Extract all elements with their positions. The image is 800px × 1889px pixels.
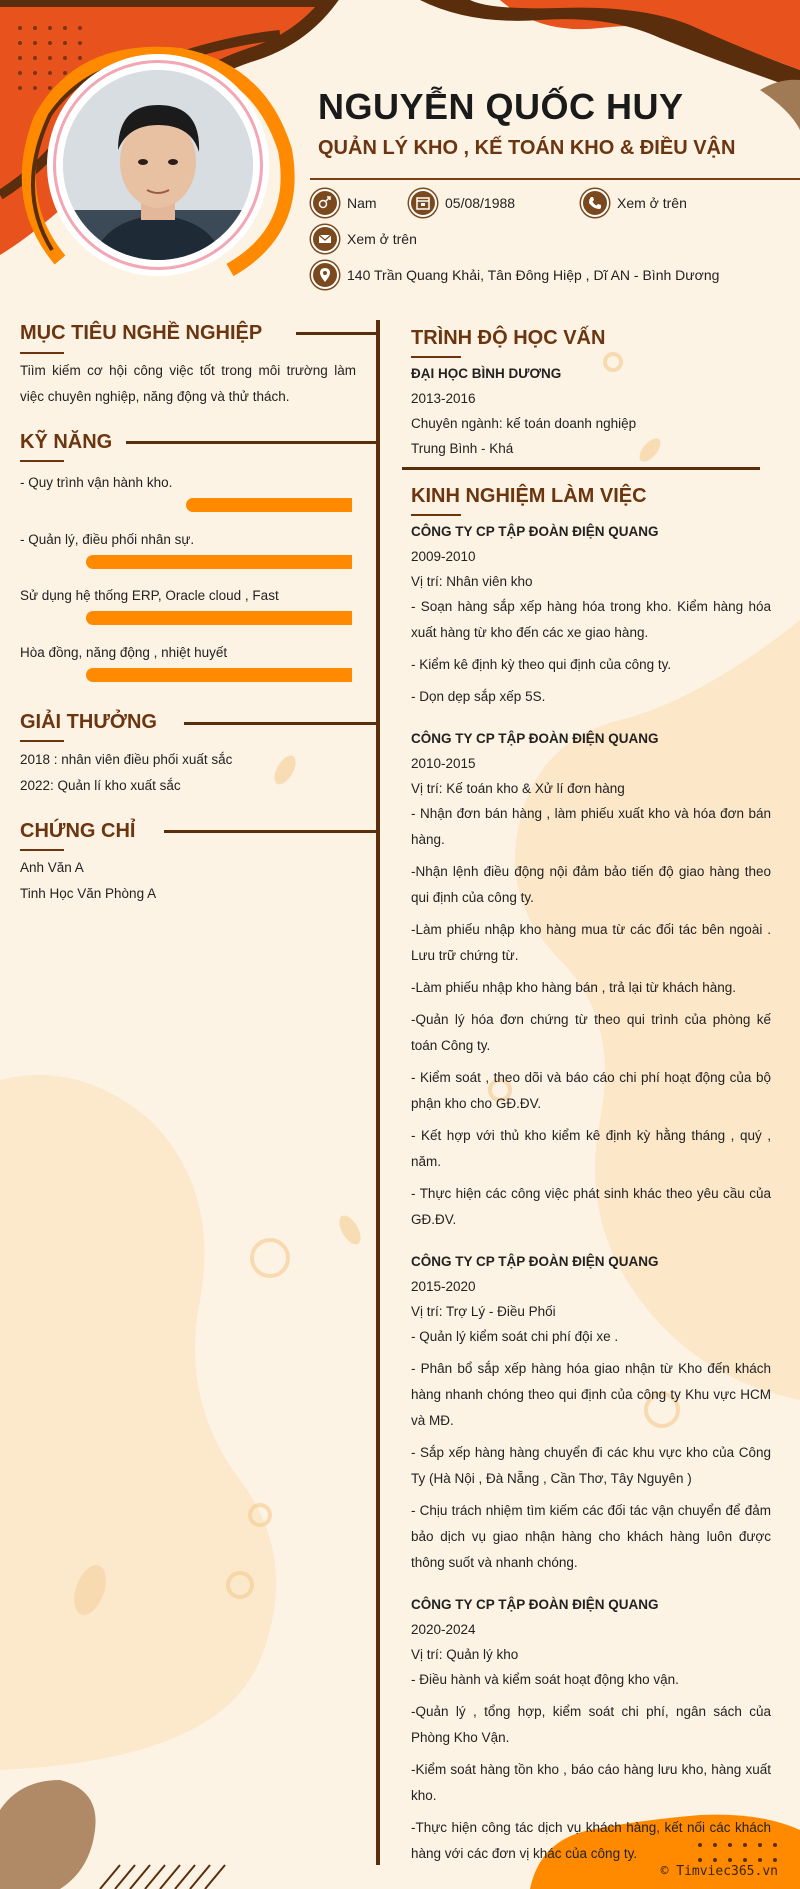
job-duty: -Làm phiếu nhập kho hàng mua từ các đối tác bên ngoài . Lưu trữ chứng từ.: [411, 922, 771, 963]
phone-value: Xem ở trên: [617, 195, 687, 211]
location-icon: [311, 261, 339, 289]
skill-level-bar: [186, 498, 352, 512]
contact-address: [311, 261, 719, 289]
job-duty: -Thực hiện công tác dịch vụ khách hàng, kết nối các khách hàng với các đơn vị khác của công ty.: [411, 1820, 771, 1861]
job-duty: - Kết hợp với thủ kho kiểm kê định kỳ hằng tháng , quý , năm.: [411, 1128, 771, 1169]
job-entry: [411, 1592, 771, 1867]
watermark: © Timviec365.vn: [660, 1864, 778, 1879]
certificate-item: Tinh Học Văn Phòng A: [20, 886, 157, 901]
job-position: Vị trí: Quản lý kho: [411, 1647, 519, 1662]
contact-phone: [581, 189, 687, 217]
award-item: 2018 : nhân viên điều phối xuất sắc: [20, 752, 233, 767]
job-duty: -Kiểm soát hàng tồn kho , báo cáo hàng lưu kho, hàng xuất kho.: [411, 1762, 771, 1803]
skill-level-bar: [86, 668, 352, 682]
school-name: ĐẠI HỌC BÌNH DƯƠNG: [411, 366, 562, 381]
objective-title: MỤC TIÊU NGHỀ NGHIỆP: [20, 322, 263, 344]
job-period: 2020-2024: [411, 1622, 476, 1637]
job-duty: -Nhận lệnh điều động nội đảm bảo tiến độ giao hàng theo qui định của công ty.: [411, 864, 771, 905]
skill-level-bar: [86, 555, 352, 569]
skill-level-bar: [86, 611, 352, 625]
job-position: Vị trí: Kế toán kho & Xử lí đơn hàng: [411, 781, 625, 796]
gender-icon: [311, 189, 339, 217]
awards-title: GIẢI THƯỞNG: [20, 711, 157, 733]
profile-photo: [53, 60, 263, 270]
education-period: 2013-2016: [411, 391, 476, 406]
job-duty: - Kiểm kê định kỳ theo qui định của công ty.: [411, 657, 672, 672]
certificates-title: CHỨNG CHỈ: [20, 820, 136, 842]
email-icon: [311, 225, 339, 253]
birthday-value: 05/08/1988: [445, 195, 516, 211]
job-position: Vị trí: Nhân viên kho: [411, 574, 533, 589]
phone-icon: [581, 189, 609, 217]
contact-birthday: [409, 189, 515, 217]
skill-label: - Quy trình vận hành kho.: [20, 475, 173, 490]
calendar-icon: [409, 189, 437, 217]
job-position: Vị trí: Trợ Lý - Điều Phối: [411, 1304, 556, 1319]
job-period: 2015-2020: [411, 1279, 476, 1294]
education-grade: Trung Bình - Khá: [411, 441, 514, 456]
title-divider: [310, 178, 800, 180]
job-company: CÔNG TY CP TẬP ĐOÀN ĐIỆN QUANG: [411, 524, 659, 539]
job-entry: [411, 726, 771, 1233]
avatar: [63, 70, 253, 260]
job-entry: [411, 1249, 771, 1576]
job-duty: - Sắp xếp hàng hàng chuyển đi các khu vực kho của Công Ty (Hà Nội , Đà Nẵng , Cần Thơ, Tây Nguyên ): [411, 1445, 771, 1486]
skill-label: - Quản lý, điều phối nhân sự.: [20, 532, 195, 547]
job-duty: - Điều hành và kiểm soát hoạt động kho vận.: [411, 1672, 679, 1687]
job-company: CÔNG TY CP TẬP ĐOÀN ĐIỆN QUANG: [411, 1254, 659, 1269]
contact-gender: [311, 189, 377, 217]
job-duty: - Chịu trách nhiệm tìm kiếm các đối tác vận chuyển để đảm bảo dịch vụ giao nhận hàng cho khách hàng luôn được thông suốt và nhanh chóng.: [411, 1503, 771, 1570]
skills-title: KỸ NĂNG: [20, 431, 113, 453]
job-company: CÔNG TY CP TẬP ĐOÀN ĐIỆN QUANG: [411, 731, 659, 746]
award-item: 2022: Quản lí kho xuất sắc: [20, 778, 181, 793]
job-duty: - Soạn hàng sắp xếp hàng hóa trong kho. Kiểm hàng hóa xuất hàng từ kho đến các xe giao hàng.: [411, 599, 771, 640]
job-duty: -Quản lý hóa đơn chứng từ theo qui trình của phòng kế toán Công ty.: [411, 1012, 771, 1053]
address-value: 140 Trần Quang Khải, Tân Đông Hiệp , Dĩ AN - Bình Dương: [347, 267, 720, 283]
skill-label: Hòa đồng, năng động , nhiệt huyết: [20, 645, 228, 660]
objective-text: Tiìm kiếm cơ hội công việc tốt trong môi trường làm việc chuyên nghiệp, năng động và thử thách.: [20, 363, 356, 404]
column-divider: [376, 320, 380, 1865]
education-title: TRÌNH ĐỘ HỌC VẤN: [411, 327, 606, 349]
job-duty: - Thực hiện các công việc phát sinh khác theo yêu cầu của GĐ.ĐV.: [411, 1186, 771, 1227]
email-value: Xem ở trên: [347, 231, 417, 247]
experience-title: KINH NGHIỆM LÀM VIỆC: [411, 485, 647, 507]
job-period: 2009-2010: [411, 549, 476, 564]
job-title: QUẢN LÝ KHO , KẾ TOÁN KHO & ĐIỀU VẬN: [318, 137, 736, 159]
contact-email: [311, 225, 417, 253]
job-entry: [411, 519, 771, 710]
job-duty: - Nhận đơn bán hàng , làm phiếu xuất kho và hóa đơn bán hàng.: [411, 806, 771, 847]
gender-value: Nam: [347, 195, 377, 211]
certificate-item: Anh Văn A: [20, 860, 84, 875]
candidate-name: NGUYỄN QUỐC HUY: [318, 86, 684, 127]
job-duty: - Dọn dẹp sắp xếp 5S.: [411, 689, 546, 704]
job-company: CÔNG TY CP TẬP ĐOÀN ĐIỆN QUANG: [411, 1597, 659, 1612]
job-duty: -Làm phiếu nhập kho hàng bán , trả lại từ khách hàng.: [411, 980, 737, 995]
skill-label: Sử dụng hệ thống ERP, Oracle cloud , Fast: [20, 588, 279, 603]
education-major: Chuyên ngành: kế toán doanh nghiệp: [411, 416, 637, 431]
job-duty: -Quản lý , tổng hợp, kiểm soát chi phí, ngân sách của Phòng Kho Vận.: [411, 1704, 771, 1745]
job-duty: - Phân bổ sắp xếp hàng hóa giao nhận từ Kho đến khách hàng nhanh chóng theo qui định của công ty Khu vực HCM và MĐ.: [411, 1361, 771, 1428]
job-duty: - Kiểm soát , theo dõi và báo cáo chi phí hoạt động của bộ phận kho cho GĐ.ĐV.: [411, 1070, 771, 1111]
job-period: 2010-2015: [411, 756, 476, 771]
job-duty: - Quản lý kiểm soát chi phí đội xe .: [411, 1329, 619, 1344]
